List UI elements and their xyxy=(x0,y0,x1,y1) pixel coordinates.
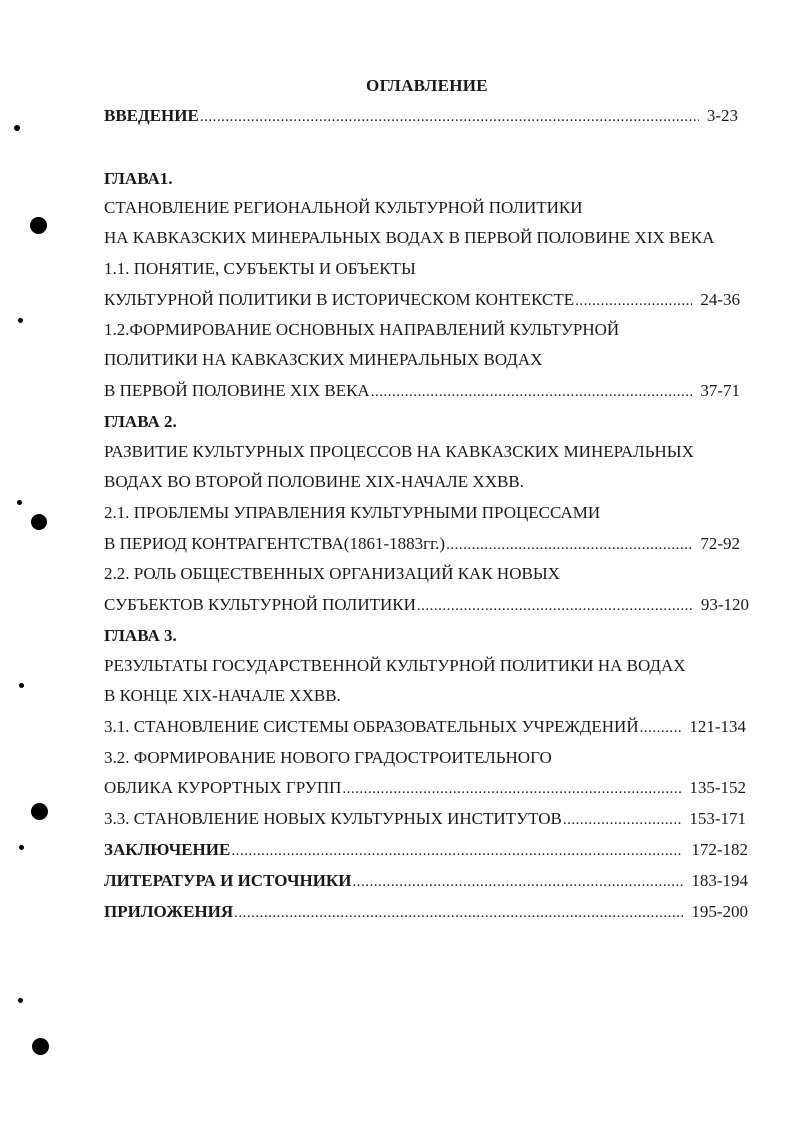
toc-entry-text: ГЛАВА1. xyxy=(104,169,173,188)
toc-entry-text: РАЗВИТИЕ КУЛЬТУРНЫХ ПРОЦЕССОВ НА КАВКАЗСКИХ МИНЕРАЛЬНЫХ xyxy=(104,442,694,461)
toc-entry xyxy=(104,715,746,739)
binder-hole-mark xyxy=(30,217,47,234)
toc-entry-page: 37-71 xyxy=(700,381,740,400)
binder-hole-mark xyxy=(18,318,23,323)
toc-leader-dots xyxy=(417,594,693,618)
toc-entry-text: ПРИЛОЖЕНИЯ xyxy=(104,902,234,921)
toc-title: ОГЛАВЛЕНИЕ xyxy=(366,76,488,95)
toc-entry-text: ГЛАВА 2. xyxy=(104,412,177,431)
toc-entry xyxy=(104,746,552,770)
toc-entry-text: 2.1. ПРОБЛЕМЫ УПРАВЛЕНИЯ КУЛЬТУРНЫМИ ПРОЦЕССАМИ xyxy=(104,503,601,522)
toc-entry-text: ОБЛИКА КУРОРТНЫХ ГРУПП xyxy=(104,778,342,797)
toc-entry-text: ЛИТЕРАТУРА И ИСТОЧНИКИ xyxy=(104,871,352,890)
toc-entry-text: ВВЕДЕНИЕ xyxy=(104,106,199,125)
toc-entry-conclusion xyxy=(104,838,748,862)
toc-entry-page: 3-23 xyxy=(706,106,738,125)
toc-entry xyxy=(104,470,524,494)
toc-entry-page: 183-194 xyxy=(691,871,748,890)
toc-entry-text: СТАНОВЛЕНИЕ РЕГИОНАЛЬНОЙ КУЛЬТУРНОЙ ПОЛИТИКИ xyxy=(104,198,583,217)
toc-entry xyxy=(104,348,542,372)
toc-entry xyxy=(104,654,686,678)
toc-leader-dots xyxy=(231,839,683,863)
toc-entry xyxy=(104,593,749,617)
toc-entry-text: 1.2.ФОРМИРОВАНИЕ ОСНОВНЫХ НАПРАВЛЕНИЙ КУЛЬТУРНОЙ xyxy=(104,320,620,339)
toc-entry-text: РЕЗУЛЬТАТЫ ГОСУДАРСТВЕННОЙ КУЛЬТУРНОЙ ПОЛИТИКИ НА ВОДАХ xyxy=(104,656,686,675)
toc-entry xyxy=(104,501,600,525)
toc-entry-text: В ПЕРИОД КОНТРАГЕНТСТВА(1861-1883гг.) xyxy=(104,534,446,553)
toc-chapter-heading xyxy=(104,410,177,434)
toc-leader-dots xyxy=(563,808,681,832)
toc-entry-text: 1.1. ПОНЯТИЕ, СУБЪЕКТЫ И ОБЪЕКТЫ xyxy=(104,259,416,278)
toc-entry-text: ГЛАВА 3. xyxy=(104,626,177,645)
toc-entry-page: 24-36 xyxy=(700,290,740,309)
binder-hole-mark xyxy=(19,683,24,688)
binder-hole-mark xyxy=(31,803,48,820)
toc-entry-text: ПОЛИТИКИ НА КАВКАЗСКИХ МИНЕРАЛЬНЫХ ВОДАХ xyxy=(104,350,543,369)
toc-entry xyxy=(104,288,740,312)
toc-entry-introduction xyxy=(104,104,738,128)
binder-hole-mark xyxy=(32,1038,49,1055)
toc-entry-text: В ПЕРВОЙ ПОЛОВИНЕ XIX ВЕКА xyxy=(104,381,370,400)
toc-entry-text: 2.2. РОЛЬ ОБЩЕСТВЕННЫХ ОРГАНИЗАЦИЙ КАК НОВЫХ xyxy=(104,564,560,583)
toc-entry-text: НА КАВКАЗСКИХ МИНЕРАЛЬНЫХ ВОДАХ В ПЕРВОЙ ПОЛОВИНЕ XIX ВЕКА xyxy=(104,228,715,247)
toc-leader-dots xyxy=(575,289,692,313)
toc-chapter-heading xyxy=(104,167,173,191)
toc-chapter-heading xyxy=(104,624,177,648)
toc-leader-dots xyxy=(342,777,681,801)
toc-entry-text: ВОДАХ ВО ВТОРОЙ ПОЛОВИНЕ XIX-НАЧАЛЕ XXВВ. xyxy=(104,472,524,491)
toc-leader-dots xyxy=(640,716,682,740)
toc-entry-page: 121-134 xyxy=(689,717,746,736)
toc-entry xyxy=(104,807,746,831)
toc-leader-dots xyxy=(352,870,683,894)
toc-entry-page: 135-152 xyxy=(689,778,746,797)
toc-entry xyxy=(104,776,746,800)
toc-entry xyxy=(104,226,714,250)
binder-hole-mark xyxy=(31,514,47,530)
toc-entry-text: 3.1. СТАНОВЛЕНИЕ СИСТЕМЫ ОБРАЗОВАТЕЛЬНЫХ УЧРЕЖДЕНИЙ xyxy=(104,717,639,736)
toc-entry xyxy=(104,379,740,403)
toc-entry-text: ЗАКЛЮЧЕНИЕ xyxy=(104,840,231,859)
toc-entry-page: 153-171 xyxy=(689,809,746,828)
binder-hole-mark xyxy=(18,998,23,1003)
toc-entry xyxy=(104,562,560,586)
toc-leader-dots xyxy=(371,380,693,404)
toc-entry-text: 3.3. СТАНОВЛЕНИЕ НОВЫХ КУЛЬТУРНЫХ ИНСТИТУТОВ xyxy=(104,809,562,828)
toc-entry-page: 72-92 xyxy=(700,534,740,553)
toc-entry xyxy=(104,532,740,556)
toc-entry-page: 172-182 xyxy=(691,840,748,859)
binder-hole-mark xyxy=(19,845,24,850)
toc-entry xyxy=(104,440,694,464)
binder-hole-mark xyxy=(14,125,20,131)
toc-entry xyxy=(104,684,341,708)
toc-leader-dots xyxy=(446,533,692,557)
toc-entry-text: СУБЪЕКТОВ КУЛЬТУРНОЙ ПОЛИТИКИ xyxy=(104,595,416,614)
toc-entry-text: КУЛЬТУРНОЙ ПОЛИТИКИ В ИСТОРИЧЕСКОМ КОНТЕКСТЕ xyxy=(104,290,575,309)
toc-entry xyxy=(104,196,583,220)
toc-entry-literature xyxy=(104,869,748,893)
toc-entry-page: 93-120 xyxy=(700,595,749,614)
toc-entry xyxy=(104,318,619,342)
toc-leader-dots xyxy=(234,901,683,925)
toc-entry-text: В КОНЦЕ XIX-НАЧАЛЕ XXВВ. xyxy=(104,686,341,705)
toc-entry-text: 3.2. ФОРМИРОВАНИЕ НОВОГО ГРАДОСТРОИТЕЛЬНОГО xyxy=(104,748,552,767)
toc-entry-page: 195-200 xyxy=(691,902,748,921)
binder-hole-mark xyxy=(17,500,22,505)
toc-leader-dots xyxy=(200,105,699,129)
toc-entry xyxy=(104,257,416,281)
toc-entry-appendices xyxy=(104,900,748,924)
